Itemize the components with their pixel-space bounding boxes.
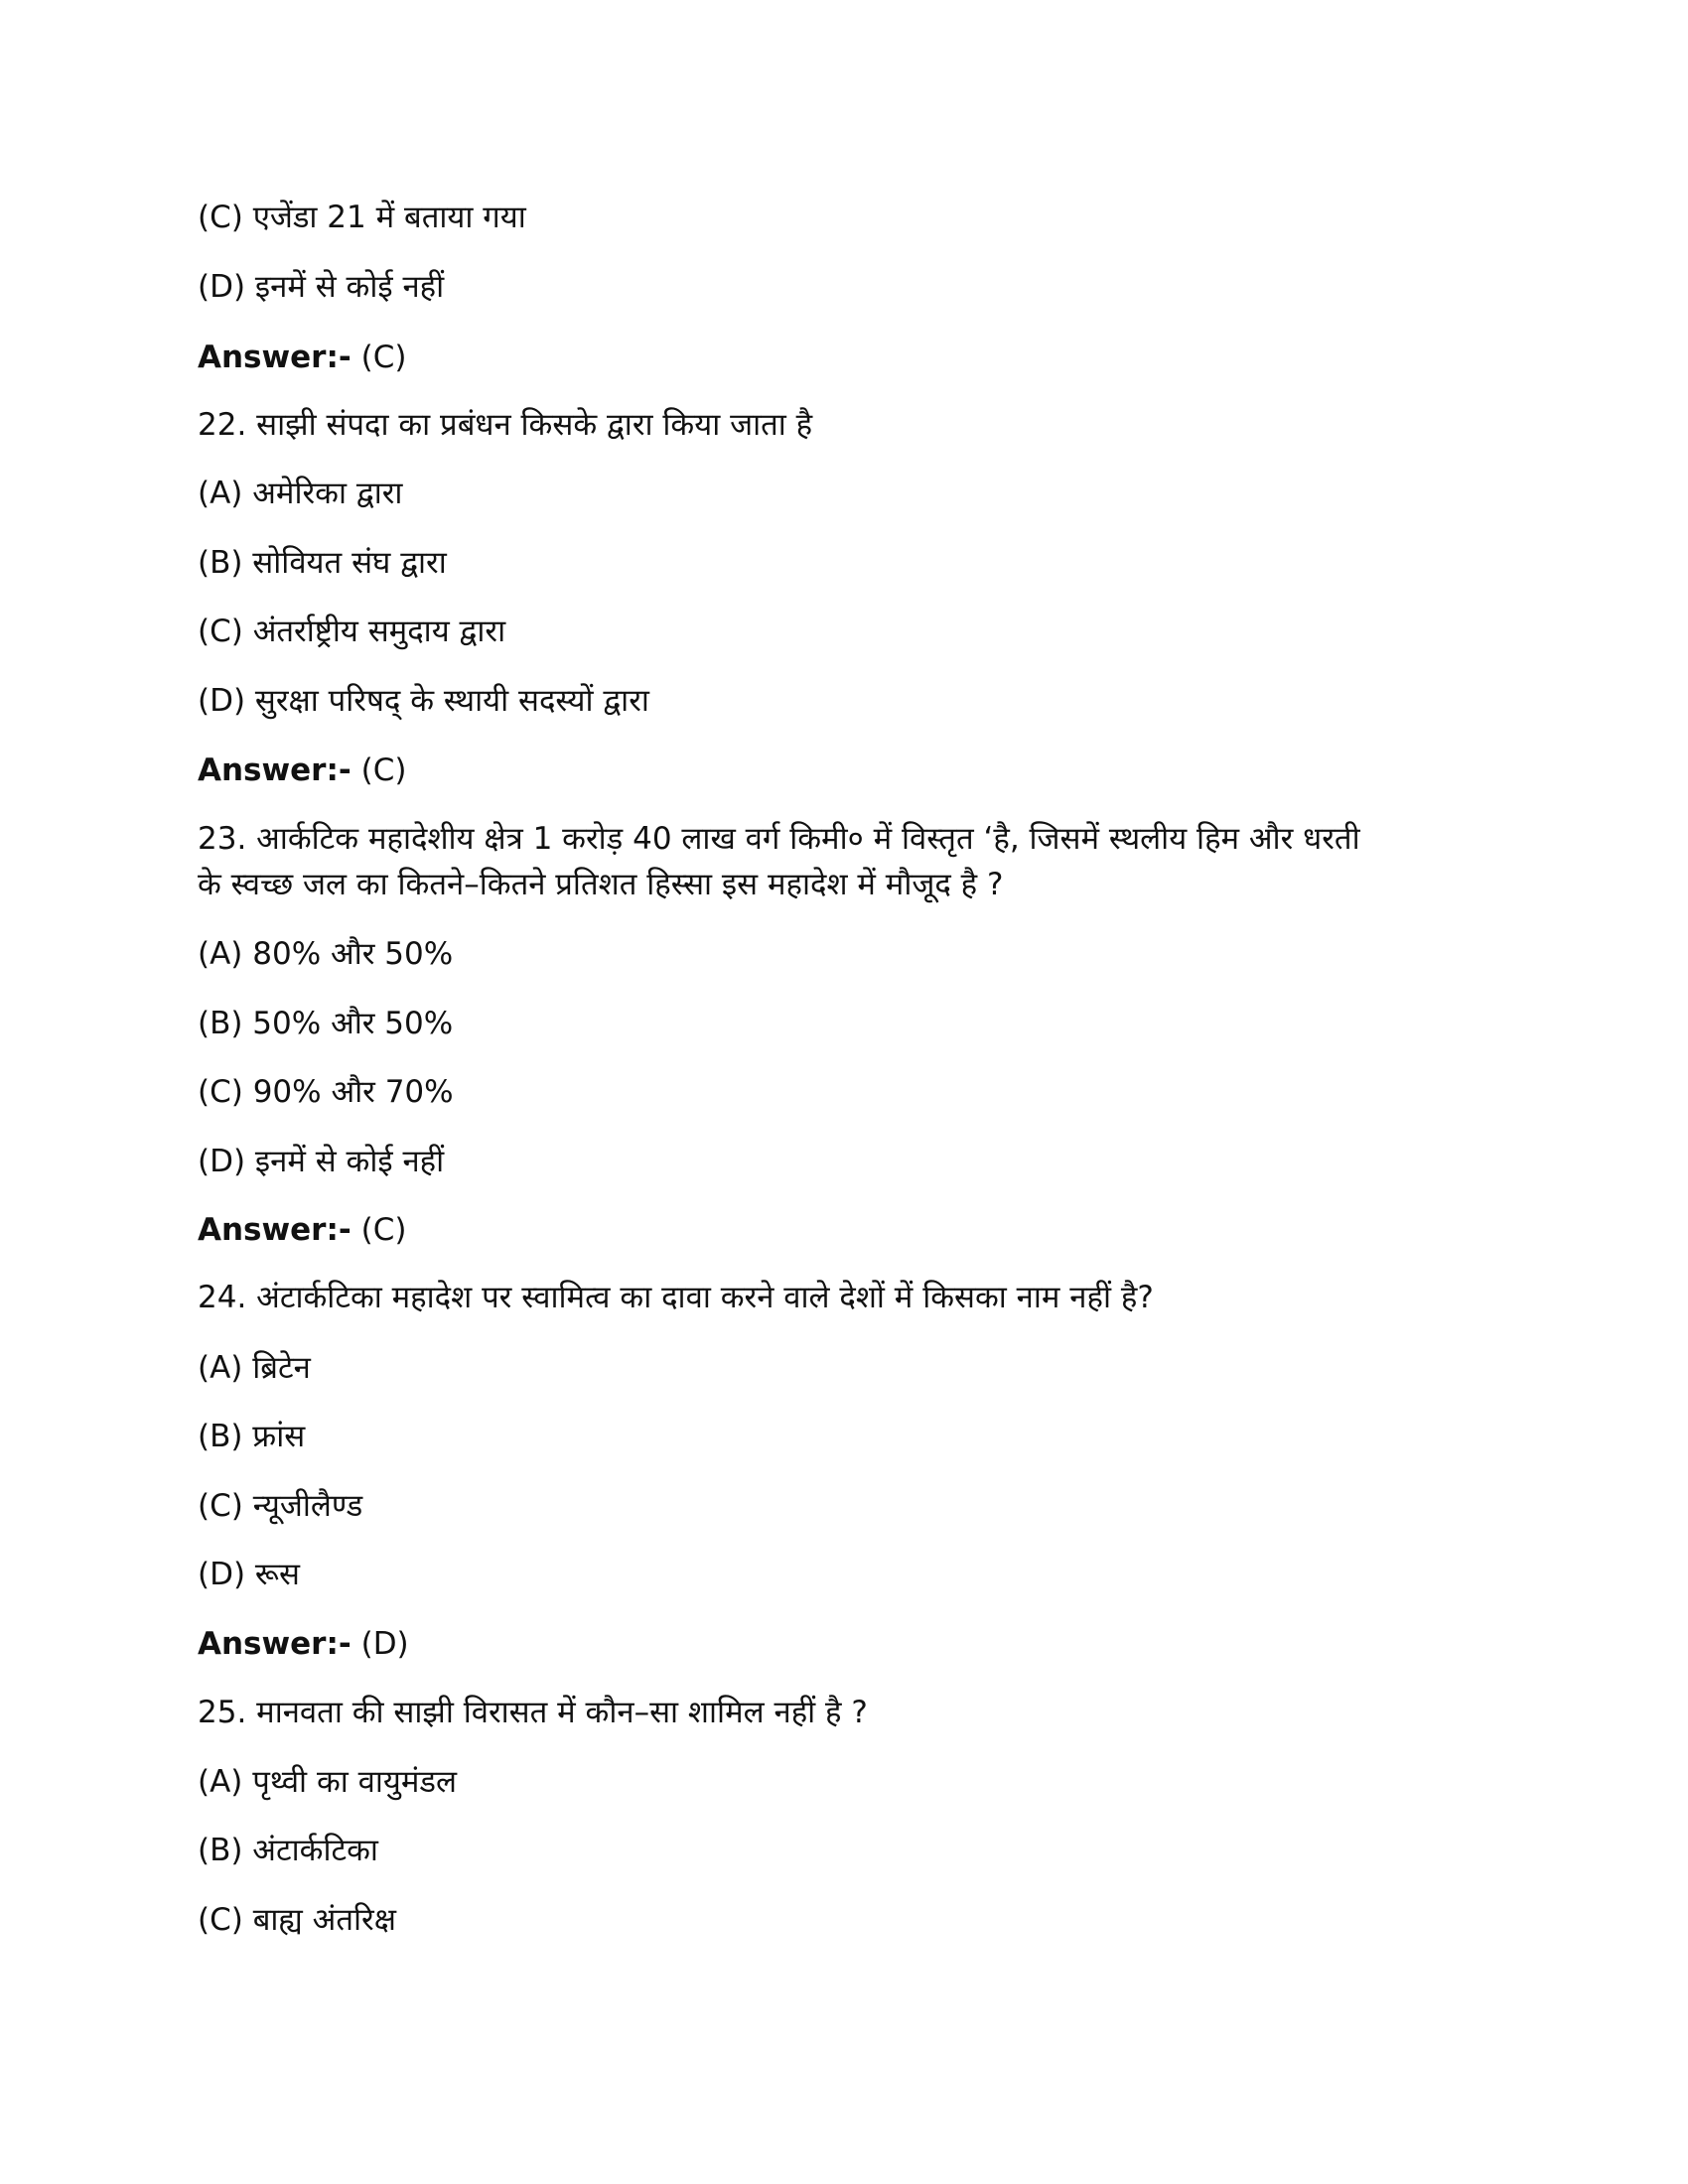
q25-option-b: (B) अंटार्कटिका (198, 1833, 378, 1868)
q21-option-c: (C) एजेंडा 21 में बताया गया (198, 200, 526, 235)
answer-label: Answer:- (198, 1626, 352, 1662)
q24-option-c: (C) न्यूजीलैण्ड (198, 1488, 363, 1524)
answer-label: Answer:- (198, 752, 352, 788)
q22-option-a: (A) अमेरिका द्वारा (198, 476, 403, 511)
q22-option-d: (D) सुरक्षा परिषद् के स्थायी सदस्यों द्वारा (198, 683, 649, 719)
q23-question-line2: के स्वच्छ जल का कितने–कितने प्रतिशत हिस्सा इस महादेश में मौजूद है ? (198, 867, 1004, 902)
q24-option-a: (A) ब्रिटेन (198, 1350, 311, 1386)
q22-option-c: (C) अंतर्राष्ट्रीय समुदाय द्वारा (198, 614, 506, 649)
q24-question: 24. अंटार्कटिका महादेश पर स्वामित्व का दावा करने वाले देशों में किसका नाम नहीं है? (198, 1280, 1154, 1315)
q23-option-b: (B) 50% और 50% (198, 1006, 454, 1041)
q24-answer (198, 1622, 409, 1666)
q22-question: 22. साझी संपदा का प्रबंधन किसके द्वारा किया जाता है (198, 407, 813, 443)
q23-question-line1: 23. आर्कटिक महादेशीय क्षेत्र 1 करोड़ 40 लाख वर्ग किमी० में विस्तृत ‘है, जिसमें स्थलीय हिम और धरती (198, 821, 1360, 857)
q23-answer (198, 1208, 406, 1252)
q23-option-a: (A) 80% और 50% (198, 936, 454, 972)
q25-option-a: (A) पृथ्वी का वायुमंडल (198, 1764, 458, 1800)
answer-value: (C) (360, 1212, 407, 1248)
q24-option-d: (D) रूस (198, 1557, 300, 1592)
q23-option-c: (C) 90% और 70% (198, 1074, 454, 1110)
q22-answer (198, 749, 406, 792)
answer-value: (D) (360, 1626, 409, 1662)
answer-label: Answer:- (198, 340, 352, 375)
q25-question: 25. मानवता की साझी विरासत में कौन–सा शामिल नहीं है ? (198, 1695, 868, 1730)
q22-option-b: (B) सोवियत संघ द्वारा (198, 545, 447, 581)
q21-option-d: (D) इनमें से कोई नहीं (198, 269, 445, 305)
q24-option-b: (B) फ्रांस (198, 1419, 306, 1454)
answer-value: (C) (360, 752, 407, 788)
answer-label: Answer:- (198, 1212, 352, 1248)
q25-option-c: (C) बाह्य अंतरिक्ष (198, 1902, 396, 1938)
q21-answer (198, 336, 406, 379)
answer-value: (C) (360, 340, 407, 375)
q23-option-d: (D) इनमें से कोई नहीं (198, 1144, 445, 1179)
